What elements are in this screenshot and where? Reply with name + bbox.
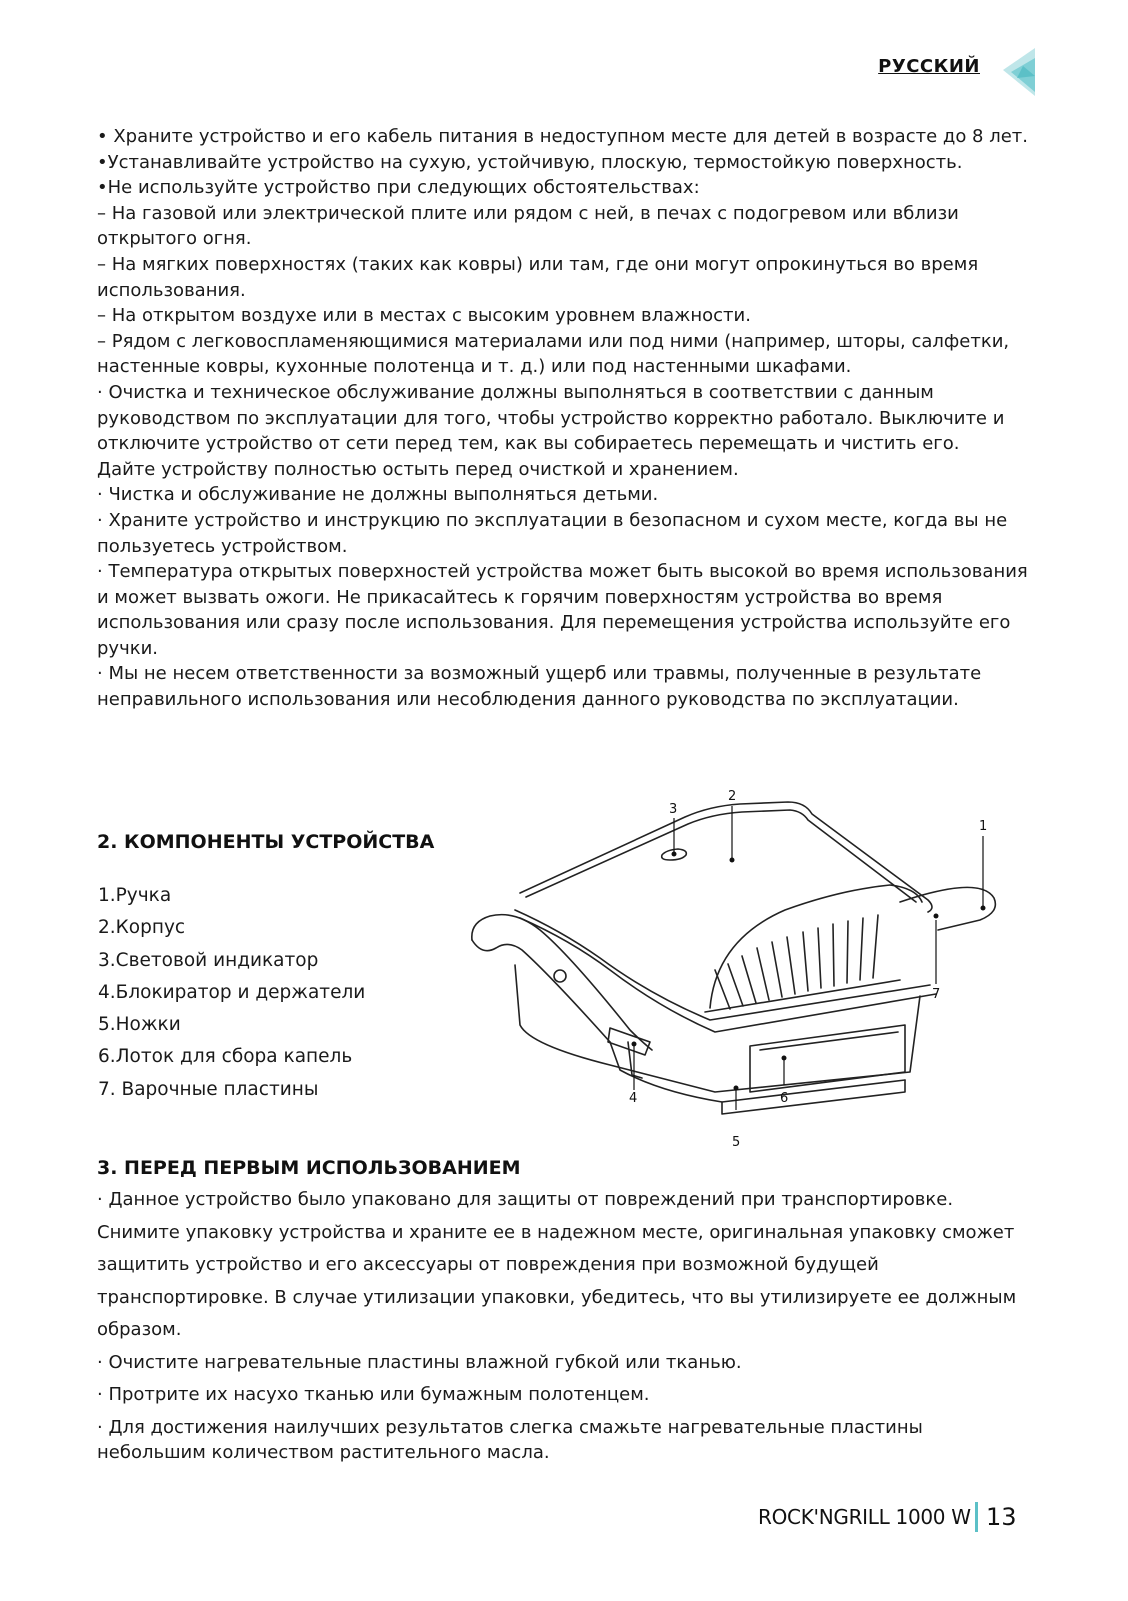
component-item: 4.Блокиратор и держатели — [98, 981, 366, 1003]
safety-paragraph: · Храните устройство и инструкцию по эксплуатации в безопасном и сухом месте, когда вы не пользуетесь устройством. — [97, 509, 1008, 557]
component-item: 2.Корпус — [98, 917, 186, 939]
callout-label: 2 — [728, 789, 737, 804]
grill-illustration — [460, 780, 1040, 1160]
component-item: 1.Ручка — [98, 885, 172, 906]
components-heading: 2. КОМПОНЕНТЫ УСТРОЙСТВА — [97, 831, 435, 853]
safety-paragraph: – На открытом воздухе или в местах с высоким уровнем влажности. — [97, 305, 751, 327]
page-number: 13 — [986, 1503, 1017, 1531]
safety-paragraph: · Температура открытых поверхностей устройства может быть высокой во время использования и может вызвать ожоги. Не прикасайтесь к горячим поверхностям устройства во время использования или сразу после использования. Для перемещения устройства используйте его ручки. — [97, 561, 1028, 659]
callout-label: 3 — [669, 802, 678, 817]
footer-divider — [975, 1502, 978, 1532]
safety-paragraph: – На мягких поверхностях (таких как ковры) или там, где они могут опрокинуться во время использования. — [97, 253, 979, 301]
language-tab-icon — [1003, 48, 1035, 96]
safety-paragraph: · Чистка и обслуживание не должны выполняться детьми. — [97, 484, 659, 506]
safety-paragraph: · Очистка и техническое обслуживание должны выполняться в соответствии с данным руководством по эксплуатации для того, чтобы устройство корректно работало. Выключите и отключите устройство от сети перед тем, как вы собираетесь перемещать и чистить его. — [97, 381, 1005, 455]
component-item: 5.Ножки — [98, 1014, 181, 1036]
component-item: 3.Световой индикатор — [98, 949, 319, 971]
callout-label: 7 — [932, 987, 941, 1002]
safety-paragraph: · Мы не несем ответственности за возможный ущерб или травмы, полученные в результате неправильного использования или несоблюдения данного руководства по эксплуатации. — [97, 663, 982, 711]
safety-paragraph: – Рядом с легковоспламеняющимися материалами или под ними (например, шторы, салфетки, настенные ковры, кухонные полотенца и т. д.) или под настенными шкафами. — [97, 330, 1010, 378]
first-use-paragraph: · Для достижения наилучших результатов слегка смажьте нагревательные пластины небольшим количеством растительного масла. — [97, 1416, 923, 1464]
footer-model-name: ROCK'NGRILL 1000 W — [758, 1505, 971, 1529]
callout-label: 6 — [780, 1091, 789, 1106]
callout-label: 4 — [629, 1091, 638, 1106]
safety-paragraph: • Храните устройство и его кабель питания в недоступном месте для детей в возрасте до 8 лет. — [97, 126, 1029, 147]
safety-paragraph: •Устанавливайте устройство на сухую, устойчивую, плоскую, термостойкую поверхность. — [97, 151, 963, 173]
component-item: 6.Лоток для сбора капель — [98, 1046, 353, 1068]
safety-paragraph: – На газовой или электрической плите или рядом с ней, в печах с подогревом или вблизи открытого огня. — [97, 202, 959, 250]
safety-paragraph: •Не используйте устройство при следующих обстоятельствах: — [97, 177, 700, 199]
callout-label: 5 — [732, 1135, 741, 1150]
first-use-paragraph: · Данное устройство было упаковано для защиты от повреждений при транспортировке. Снимите упаковку устройства и храните ее в надежном месте, оригинальная упаковку сможет защитить устройство и его аксессуары от повреждения при возможной будущей транспортировке. В случае утилизации упаковки, убедитесь, что вы утилизируете ее должным образом. — [97, 1189, 1017, 1340]
first-use-paragraph: · Протрите их насухо тканью или бумажным полотенцем. — [97, 1384, 650, 1405]
language-label: РУССКИЙ — [878, 56, 980, 77]
components-list — [98, 880, 365, 1106]
first-use-heading: 3. ПЕРЕД ПЕРВЫМ ИСПОЛЬЗОВАНИЕМ — [97, 1157, 521, 1179]
safety-paragraph: Дайте устройству полностью остыть перед очисткой и хранением. — [97, 458, 739, 480]
first-use-paragraph: · Очистите нагревательные пластины влажной губкой или тканью. — [97, 1351, 742, 1373]
safety-instructions — [97, 124, 1032, 713]
first-use-instructions — [97, 1184, 1032, 1466]
component-item: 7. Варочные пластины — [98, 1078, 319, 1100]
grill-diagram — [460, 780, 1040, 1160]
callout-label: 1 — [979, 819, 988, 834]
